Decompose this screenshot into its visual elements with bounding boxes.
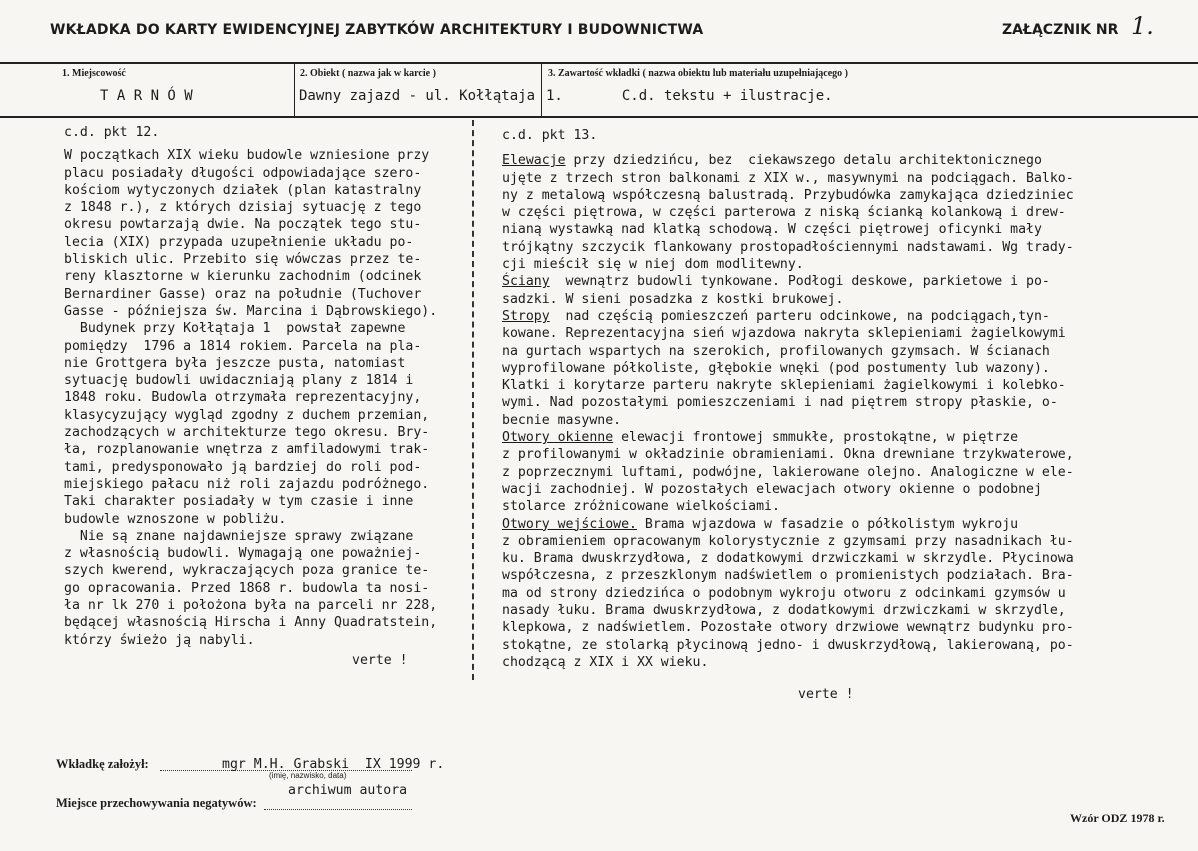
right-verte: verte !	[798, 687, 854, 702]
left-verte: verte !	[352, 653, 408, 668]
right-text-line: z obramieniem opracowanym kolorystycznie z gzymsami przy nasadnikach łu-	[502, 533, 1074, 549]
right-text-line: nianą wystawką nad klatką schodową. W części piętrowej oficynki mały	[502, 222, 1042, 238]
document-header	[0, 0, 1198, 64]
right-text-line: sadzki. W sieni posadzka z kostki brukowej.	[502, 291, 844, 307]
right-text-line: klepkowa, z nadświetlem. Pozostałe otwory drzwiowe wewnątrz budynku pro-	[502, 620, 1074, 636]
right-text-line: współczesna, z przeszklonym nadświetlem o promienistych podziałach. Bra-	[502, 568, 1074, 584]
negatives-label: Miejsce przechowywania negatywów:	[56, 796, 257, 810]
right-text-line: ku. Brama dwuskrzydłowa, z dodatkowymi drzwiczkami w skrzydle. Płycinowa	[502, 551, 1074, 567]
section-heading: Ściany	[502, 274, 550, 290]
right-text-line: wacji zachodniej. W pozostałych elewacjach otwory okienne o podobnej	[502, 481, 1042, 497]
left-text-line: placu posiadały długości odpowiadające szero-	[64, 165, 422, 181]
right-column-heading: c.d. pkt 13.	[502, 128, 598, 143]
left-text-line: W początkach XIX wieku budowle wzniesione przy	[64, 148, 430, 164]
created-by-value: mgr M.H. Grabski IX 1999 r.	[222, 757, 445, 772]
document-title: WKŁADKA DO KARTY EWIDENCYJNEJ ZABYTKÓW ARCHITEKTURY I BUDOWNICTWA	[50, 22, 704, 38]
left-text-line: będącej własnością Hirscha i Anny Quadratstein,	[64, 615, 438, 631]
right-text-line: kowane. Reprezentacyjna sień wjazdowa nakryta sklepieniami żagielkowymi	[502, 326, 1066, 342]
left-text-line: Gasse - późniejsza św. Marcina i Dąbrowskiego).	[64, 303, 438, 319]
form-code: Wzór ODZ 1978 r.	[1070, 811, 1165, 825]
annex-number: 1.	[1131, 12, 1154, 40]
right-column-body	[502, 152, 1162, 671]
left-text-line: 1848 roku. Budowla otrzymała reprezentacyjny,	[64, 390, 422, 406]
left-text-line: którzy świeżo ją nabyli.	[64, 632, 255, 648]
left-column-heading: c.d. pkt 12.	[64, 125, 160, 140]
right-text-line	[502, 516, 1162, 533]
right-text-line: cji mieścił się w niej dom modlitewny.	[502, 257, 804, 273]
left-text-line: pomiędzy 1796 a 1814 rokiem. Parcela na pla-	[64, 338, 422, 354]
left-text-line: bliskich ulic. Przebito się wówczas przez te-	[64, 252, 422, 268]
right-text-line: z poprzecznymi luftami, podwójne, lakierowane olejno. Analogiczne w ele-	[502, 464, 1074, 480]
left-column-body	[64, 147, 468, 649]
right-text-line: becnie masywne.	[502, 412, 622, 428]
right-text-line: wyprofilowane półkoliste, głębokie wnęki (pod postumenty lub wazony).	[502, 360, 1050, 376]
left-text-line: ła nr lk 270 i położona była na parceli nr 228,	[64, 598, 438, 614]
left-text-line: go opracowania. Przed 1868 r. budowla ta nosi-	[64, 580, 430, 596]
right-text-line: wymi. Nad pozostałymi pomieszczeniami i nad piętrem stropy płaskie, o-	[502, 395, 1058, 411]
right-text-line: stolarce zróżnicowane wielkościami.	[502, 499, 780, 515]
left-text-line: Bernardiner Gasse) oraz na południe (Tuchover	[64, 286, 422, 302]
locality-value: T A R N Ó W	[100, 88, 193, 104]
section-text: nad częścią pomieszczeń parteru odcinkowe, na podciągach,tyn-	[549, 308, 1050, 324]
right-text-line	[502, 273, 1162, 290]
left-text-column	[64, 124, 468, 649]
right-text-line	[502, 429, 1162, 446]
right-text-line: ujęte z trzech stron balkonami z XIX w., masywnymi na podciągach. Balko-	[502, 170, 1074, 186]
created-by-label: Wkładkę założył:	[56, 757, 149, 771]
left-text-line: sytuację budowli uwidaczniają plany z 1814 i	[64, 373, 414, 389]
section-heading: Stropy	[502, 308, 550, 324]
right-text-line	[502, 152, 1162, 169]
section-heading: Otwory okienne	[502, 430, 614, 446]
left-text-line: kościom wytyczonych działek (plan katastralny	[64, 182, 422, 198]
right-text-column	[502, 127, 1162, 671]
negatives-dotted-line	[264, 809, 412, 810]
section-text: przy dziedzińcu, bez ciekawszego detalu architektonicznego	[565, 153, 1042, 169]
field-divider	[541, 62, 542, 116]
left-text-line: ła, rozplanowanie wnętrza z amfiladowymi trak-	[64, 442, 430, 458]
object-label: 2. Obiekt ( nazwa jak w karcie )	[300, 68, 436, 79]
left-text-line: nie Grottgera była jeszcze pusta, natomiast	[64, 355, 406, 371]
left-text-line: klasycyzujący wygląd zgodny z duchem przemian,	[64, 407, 430, 423]
right-text-line: chodzącą z XIX i XX wieku.	[502, 654, 709, 670]
right-text-line	[502, 308, 1162, 325]
left-text-line: szych kwerend, wykraczających poza granice te-	[64, 563, 430, 579]
annex-label: ZAŁĄCZNIK NR	[1002, 22, 1119, 38]
section-text: Brama wjazdowa w fasadzie o półkolistym wykroju	[636, 516, 1019, 532]
section-heading: Elewacje	[502, 153, 566, 169]
locality-label: 1. Miejscowość	[62, 68, 126, 79]
left-text-line: Budynek przy Kołłątaja 1 powstał zapewne	[64, 321, 406, 337]
section-text: elewacji frontowej smmukłe, prostokątne, w piętrze	[613, 430, 1019, 446]
left-text-line: lecia (XIX) przypada uzupełnienie układu po-	[64, 234, 414, 250]
left-text-line: Nie są znane najdawniejsze sprawy związane	[64, 528, 414, 544]
negatives-value: archiwum autora	[288, 783, 408, 798]
right-text-line: nasady łuku. Brama dwuskrzydłowa, z dodatkowymi drzwiczkami w skrzydle,	[502, 603, 1066, 619]
right-text-line: na gurtach wspartych na szerokich, profilowanych gzymsach. W ścianach	[502, 343, 1050, 359]
left-text-line: tami, predysponowało ją bardziej do roli pod-	[64, 459, 422, 475]
right-text-line: trójkątny szczycik flankowany prostopadłościennymi nadstawami. Wg trady-	[502, 239, 1074, 255]
left-text-line: budowle wznoszone w pobliżu.	[64, 511, 287, 527]
contents-value: 1. C.d. tekstu + ilustracje.	[546, 88, 833, 104]
right-text-line: w części piętrowa, w części parterowa z niską ścianką kolankową i drew-	[502, 205, 1066, 221]
column-divider	[472, 120, 474, 680]
created-by-hint: (imię, nazwisko, data)	[269, 771, 347, 780]
section-heading: Otwory wejściowe.	[502, 516, 637, 532]
right-text-line: Klatki i korytarze parteru nakryte sklepieniami żagielkowymi i kolebko-	[502, 378, 1066, 394]
left-text-line: miejskiego pałacu niż roli zajazdu podróżnego.	[64, 476, 430, 492]
field-divider	[294, 62, 295, 116]
section-text: wewnątrz budowli tynkowane. Podłogi deskowe, parkietowe i po-	[549, 274, 1050, 290]
left-text-line: zachodzących w architekturze tego okresu. Bry-	[64, 425, 430, 441]
right-text-line: ma od strony dziedzińca o podobnym wykroju otworu z odcinkami gzymsów u	[502, 585, 1066, 601]
contents-label: 3. Zawartość wkładki ( nazwa obiektu lub materiału uzupełniającego )	[548, 68, 849, 79]
left-text-line: okresu powtarzają dwie. Na początek tego stu-	[64, 217, 422, 233]
left-text-line: z własnością budowli. Wymagają one poważniej-	[64, 546, 422, 562]
right-text-line: z profilowanymi w okładzinie obramieniami. Okna drewniane trzykwaterowe,	[502, 447, 1074, 463]
left-text-line: reny klasztorne w kierunku zachodnim (odcinek	[64, 269, 422, 285]
right-text-line: stokątne, ze stolarką płycinową jedno- i dwuskrzydłową, lakierowaną, po-	[502, 637, 1074, 653]
object-value: Dawny zajazd - ul. Kołłątaja	[299, 88, 536, 104]
left-text-line: z 1848 r.), z których dzisiaj sytuację z tego	[64, 200, 422, 216]
right-text-line: ny z metalową współczesną balustradą. Przybudówka zamykająca dziedziniec	[502, 187, 1074, 203]
left-text-line: Taki charakter posiadały w tym czasie i inne	[64, 494, 414, 510]
